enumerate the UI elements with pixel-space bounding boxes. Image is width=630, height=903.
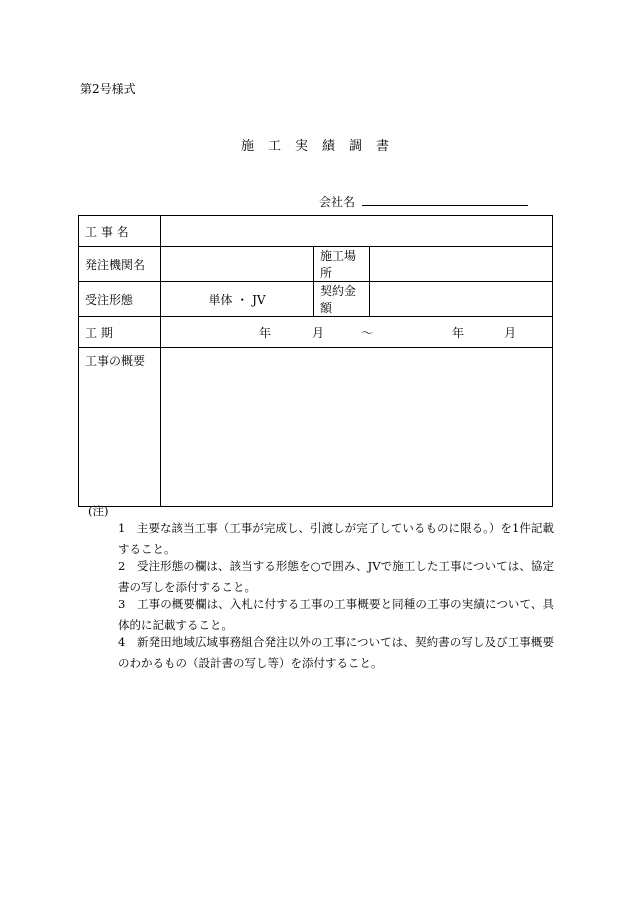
table-row	[79, 317, 553, 348]
form-number: 第2号様式	[80, 82, 136, 96]
period-label: 工 期	[79, 317, 161, 348]
contract-amount-label: 契約金額	[314, 282, 370, 317]
note-item-3: 3 工事の概要欄は、入札に付する工事の工事概要と同種の工事の実績について、具体的に記載すること。	[118, 597, 554, 632]
survey-table	[78, 215, 553, 507]
overview-field[interactable]	[161, 348, 553, 507]
company-name-field[interactable]	[362, 205, 528, 206]
table-row	[79, 247, 553, 282]
label-cell	[79, 216, 161, 247]
note-item-2: 2 受注形態の欄は、該当する形態を○で囲み、JVで施工した工事については、協定書の写しを添付すること。	[118, 559, 554, 594]
table-row	[79, 282, 553, 317]
order-type-label: 受注形態	[79, 282, 161, 317]
ordering-agency-field[interactable]	[161, 247, 314, 282]
period-field[interactable]	[161, 317, 553, 348]
period-values	[167, 324, 546, 341]
note-item-4: 4 新発田地域広域事務組合発注以外の工事については、契約書の写し及び工事概要のわかるもの（設計書の写し等）を添付すること。	[118, 635, 554, 670]
project-name-field[interactable]	[161, 216, 553, 247]
construction-site-field[interactable]	[370, 247, 553, 282]
order-type-value[interactable]: 単体 ・ JV	[161, 282, 314, 317]
document-title: 施工実績調書	[240, 139, 403, 154]
period-year-end: 年	[452, 325, 465, 340]
ordering-agency-label: 発注機関名	[79, 247, 161, 282]
company-label: 会社名	[319, 195, 356, 209]
overview-label: 工事の概要	[79, 348, 161, 507]
construction-site-label: 施工場所	[314, 247, 370, 282]
period-year-start: 年	[259, 325, 272, 340]
period-month-start: 月	[312, 325, 325, 340]
note-item-1: 1 主要な該当工事（工事が完成し、引渡しが完了しているものに限る。）を1件記載すること。	[118, 521, 554, 556]
table-row	[79, 348, 553, 507]
project-name-label: 工 事 名	[85, 224, 129, 239]
contract-amount-field[interactable]	[370, 282, 553, 317]
period-month-end: 月	[504, 325, 517, 340]
period-tilde: ～	[361, 325, 374, 340]
table-row	[79, 216, 553, 247]
notes-heading: (注)	[88, 504, 109, 518]
